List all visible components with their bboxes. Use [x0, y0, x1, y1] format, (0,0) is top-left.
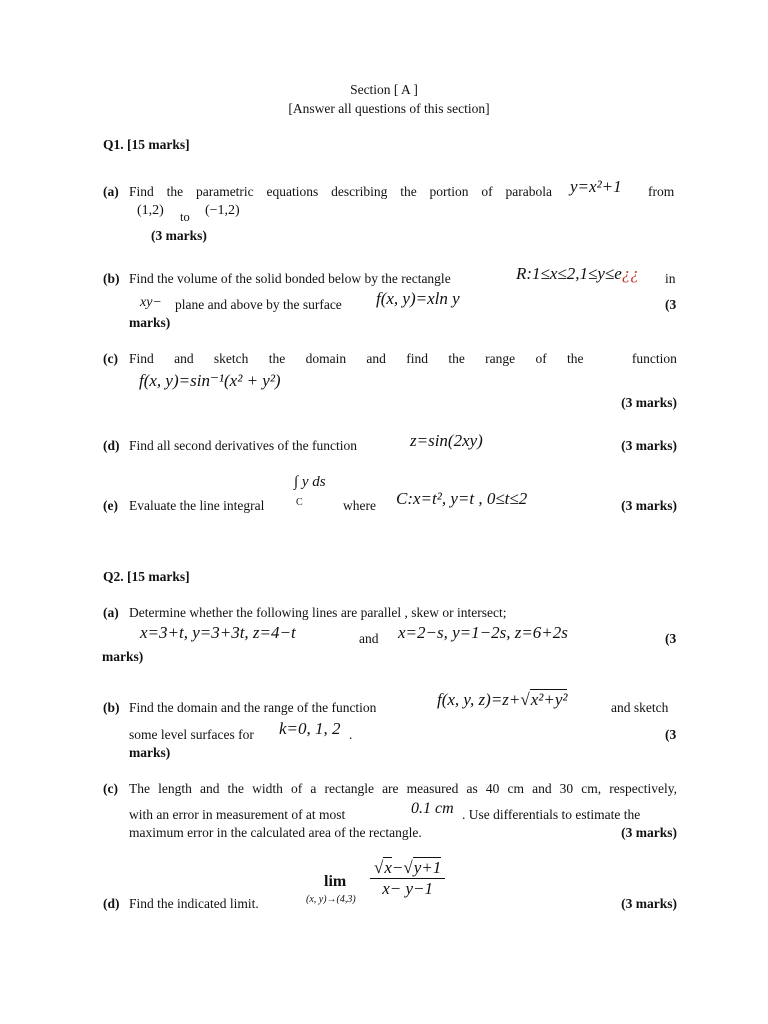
q2-title: Q2. [15 marks]: [103, 569, 190, 584]
q1d-math: z=sin(2xy): [410, 431, 483, 450]
q1a-to: to: [180, 210, 190, 224]
q1d-label: (d): [103, 438, 120, 453]
q1b-marks-a: (3: [665, 297, 677, 312]
q1a-text: Find the parametric equations describing the portion of parabola: [129, 184, 552, 199]
q2a-text: Determine whether the following lines are parallel , skew or intersect;: [129, 605, 507, 620]
q1c-word: of: [535, 351, 547, 366]
q1b-plane-var: xy−: [140, 295, 162, 310]
q1e-curve: C:x=t², y=t , 0≤t≤2: [396, 489, 528, 508]
q1c-text: [129, 351, 677, 367]
q1a-from: from: [648, 184, 675, 199]
q2b-k: k=0, 1, 2: [279, 719, 341, 738]
q1a-point1: (1,2): [137, 203, 164, 218]
q1e-text: Evaluate the line integral: [129, 498, 265, 513]
q1b-marks-b: marks): [129, 315, 171, 330]
q1c-marks: (3 marks): [621, 395, 677, 410]
q2c-marks: (3 marks): [621, 825, 677, 840]
q2b-dot: .: [349, 727, 353, 742]
q1c-word: the: [567, 351, 584, 366]
q1c-math: f(x, y)=sin⁻¹(x² + y²): [139, 371, 281, 390]
q2a-label: (a): [103, 605, 119, 620]
q2d-text: Find the indicated limit.: [129, 896, 259, 911]
section-title: Section [ A ]: [350, 82, 418, 97]
q1b-text: Find the volume of the solid bonded below by the rectangle: [129, 271, 451, 286]
q2a-line2: x=2−s, y=1−2s, z=6+2s: [398, 623, 568, 642]
q1d-marks: (3 marks): [621, 438, 677, 453]
q1c-word: range: [485, 351, 516, 366]
q1a-point2: (−1,2): [205, 203, 240, 218]
q2b-text: Find the domain and the range of the function: [129, 700, 377, 715]
q2c-label: (c): [103, 781, 118, 796]
q2a-and: and: [359, 631, 379, 646]
q1c-word: and: [366, 351, 386, 366]
q2d-fraction: $\frac{√x-√y+1}{x- y-1}$: [370, 858, 445, 899]
q1c-word: sketch: [213, 351, 249, 366]
q1b-label: (b): [103, 271, 120, 286]
q2d-marks: (3 marks): [621, 896, 677, 911]
q2a-marks-a: (3: [665, 631, 677, 646]
section-instruction: [Answer all questions of this section]: [288, 101, 490, 116]
q1c-word: and: [174, 351, 194, 366]
q1e-integral-sub: C: [296, 497, 303, 508]
q1-title: Q1. [15 marks]: [103, 137, 190, 152]
q2c-line1: The length and the width of a rectangle are measured as 40 cm and 30 cm, respectively,: [129, 781, 677, 796]
q2c-line2-post: . Use differentials to estimate the: [462, 807, 641, 822]
q1c-word: find: [406, 351, 428, 366]
q1b-in: in: [665, 271, 676, 286]
q2c-line3: maximum error in the calculated area of the rectangle.: [129, 825, 422, 840]
q2c-error: 0.1 cm: [411, 800, 454, 817]
q1c-word: the: [448, 351, 465, 366]
q1c-word: the: [268, 351, 286, 366]
q1e-marks: (3 marks): [621, 498, 677, 513]
q2c-line2-pre: with an error in measurement of at most: [129, 807, 346, 822]
q2b-label: (b): [103, 700, 120, 715]
q1a-label: (a): [103, 184, 119, 199]
q1c-word: function: [631, 351, 677, 366]
q1b-region: R:1≤x≤2,1≤y≤e¿¿: [516, 264, 639, 283]
q1b-surface: f(x, y)=xln y: [376, 289, 460, 308]
q2a-line1: x=3+t, y=3+3t, z=4−t: [140, 623, 296, 642]
q1c-word: domain: [305, 351, 347, 366]
q2a-marks-b: marks): [102, 649, 144, 664]
q1a-marks: (3 marks): [151, 228, 207, 243]
q1e-label: (e): [103, 498, 118, 513]
q1b-region-artifact: ¿¿: [621, 264, 639, 283]
q2d-label: (d): [103, 896, 120, 911]
q1e-integral: ∫ y ds: [294, 474, 326, 490]
q1e-where: where: [343, 498, 376, 513]
q1d-text: Find all second derivatives of the function: [129, 438, 357, 453]
q2b-tail: and sketch: [611, 700, 669, 715]
q1a-math: y=x²+1: [570, 177, 622, 196]
q2b-math: f(x, y, z)=z+√x²+y²: [437, 690, 568, 709]
q2b-marks-a: (3: [665, 727, 677, 742]
q2d-lim-sub: (x, y)→(4,3): [306, 894, 356, 905]
q1c-word: Find: [129, 351, 154, 366]
q1c-label: (c): [103, 351, 118, 366]
q2b-text2: some level surfaces for: [129, 727, 254, 742]
q2b-marks-b: marks): [129, 745, 171, 760]
q1b-text2: plane and above by the surface: [175, 297, 342, 312]
q2d-lim: lim: [324, 873, 347, 890]
